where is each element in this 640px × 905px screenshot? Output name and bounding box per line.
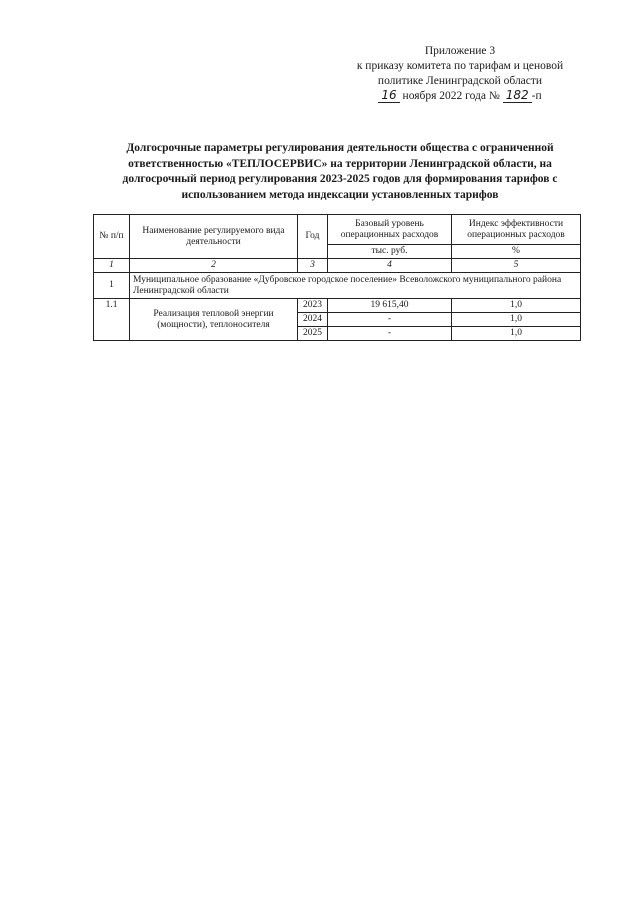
col-number-2: 2 — [130, 259, 298, 273]
row-base: - — [328, 313, 452, 327]
col-number-5: 5 — [452, 259, 581, 273]
row-index: 1,0 — [452, 299, 581, 313]
section-num: 1 — [94, 273, 130, 299]
row-year: 2024 — [298, 313, 328, 327]
section-text: Муниципальное образование «Дубровское городское поселение» Всеволожского муниципального района Ленинградской области — [130, 273, 581, 299]
row-index: 1,0 — [452, 313, 581, 327]
header-year: Год — [298, 215, 328, 259]
row-base: - — [328, 327, 452, 341]
col-number-3: 3 — [298, 259, 328, 273]
header-index: Индекс эффективности операционных расходов — [452, 215, 581, 245]
header-base-unit: тыс. руб. — [328, 245, 452, 259]
appendix-header — [330, 44, 590, 104]
header-base: Базовый уровень операционных расходов — [328, 215, 452, 245]
row-year: 2023 — [298, 299, 328, 313]
header-index-unit: % — [452, 245, 581, 259]
order-day: 16 — [378, 89, 399, 103]
order-suffix: -п — [531, 90, 542, 102]
header-name: Наименование регулируемого вида деятельности — [130, 215, 298, 259]
order-month-year: ноября 2022 года № — [402, 90, 500, 102]
col-number-1: 1 — [94, 259, 130, 273]
parameters-table — [93, 214, 581, 341]
appendix-date-line — [330, 89, 590, 104]
order-number: 182 — [503, 89, 532, 103]
row-index: 1,0 — [452, 327, 581, 341]
item-name: Реализация тепловой энергии (мощности), теплоносителя — [130, 299, 298, 341]
row-year: 2025 — [298, 327, 328, 341]
header-num: № п/п — [94, 215, 130, 259]
appendix-order-line: к приказу комитета по тарифам и ценовой — [356, 60, 564, 72]
col-number-4: 4 — [328, 259, 452, 273]
document-title: Долгосрочные параметры регулирования деятельности общества с ограниченной ответственностью «ТЕПЛОСЕРВИС» на территории Ленинградской области, на долгосрочный период регулирования 2023-2025 годов для формирования тарифов с использованием метода индексации установленных тарифов — [122, 142, 558, 201]
row-base: 19 615,40 — [328, 299, 452, 313]
appendix-committee-line: политике Ленинградской области — [377, 75, 543, 87]
appendix-title: Приложение 3 — [424, 45, 496, 57]
item-num: 1.1 — [94, 299, 130, 341]
